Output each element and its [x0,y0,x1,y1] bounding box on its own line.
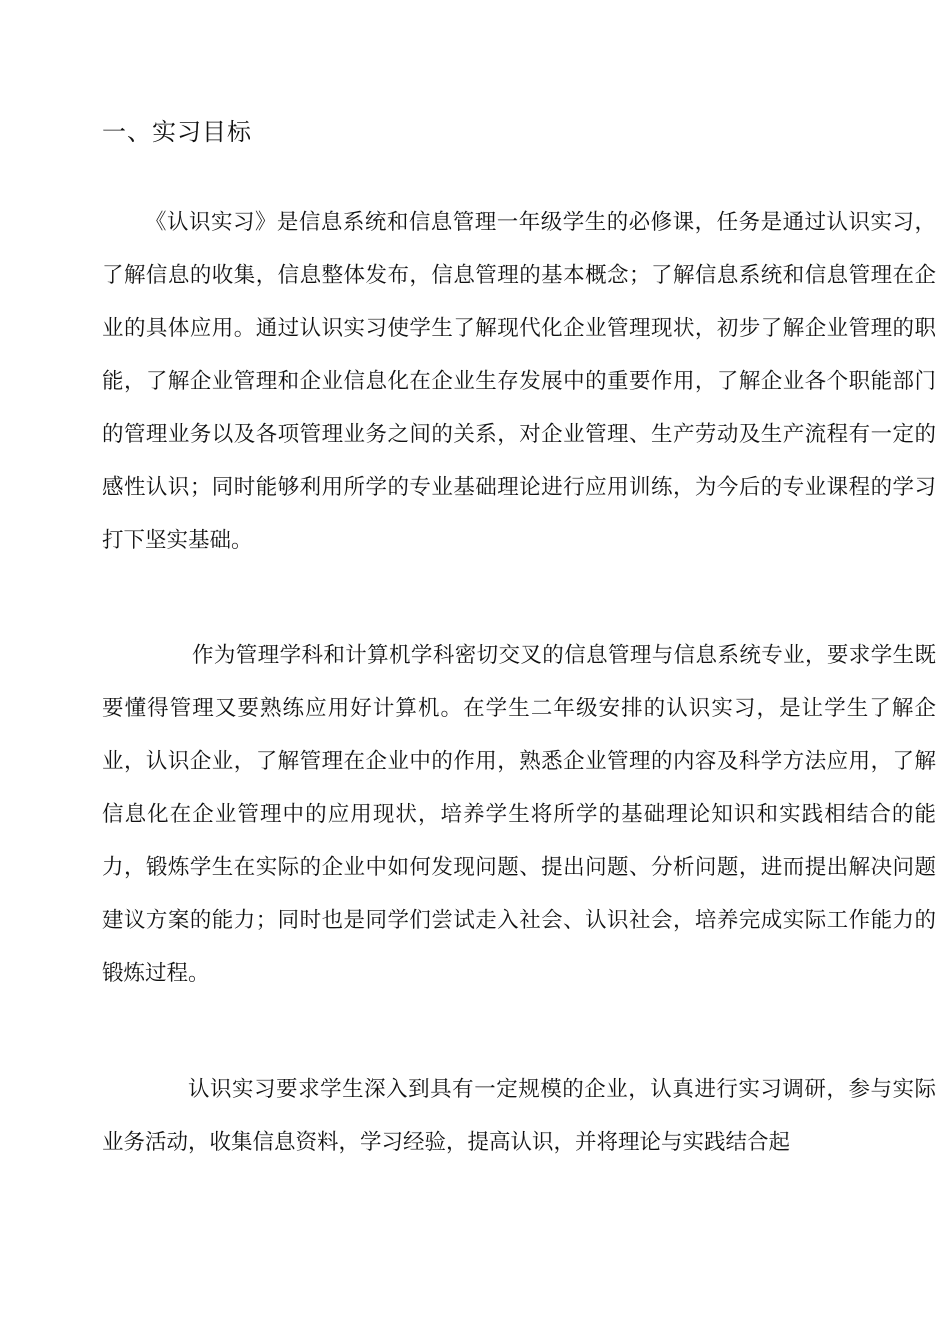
section-heading: 一、实习目标 [102,118,252,146]
paragraph-major-requirements: 作为管理学科和计算机学科密切交叉的信息管理与信息系统专业，要求学生既要懂得管理又要熟练应用好计算机。在学生二年级安排的认识实习，是让学生了解企业，认识企业，了解管理在企业中的作用，熟悉企业管理的内容及科学方法应用，了解信息化在企业管理中的应用现状，培养学生将所学的基础理论知识和实践相结合的能力，锻炼学生在实际的企业中如何发现问题、提出问题、分析问题，进而提出解决问题建议方案的能力；同时也是同学们尝试走入社会、认识社会，培养完成实际工作能力的锻炼过程。 [102,643,936,986]
paragraph-course-purpose: 《认识实习》是信息系统和信息管理一年级学生的必修课，任务是通过认识实习，了解信息的收集，信息整体发布，信息管理的基本概念；了解信息系统和信息管理在企业的具体应用。通过认识实习使学生了解现代化企业管理现状，初步了解企业管理的职能，了解企业管理和企业信息化在企业生存发展中的重要作用，了解企业各个职能部门的管理业务以及各项管理业务之间的关系，对企业管理、生产劳动及生产流程有一定的感性认识；同时能够利用所学的专业基础理论进行应用训练，为今后的专业课程的学习打下坚实基础。 [102,210,936,553]
paragraph-internship-requirements: 认识实习要求学生深入到具有一定规模的企业，认真进行实习调研，参与实际业务活动，收集信息资料，学习经验，提高认识，并将理论与实践结合起 [102,1077,936,1155]
